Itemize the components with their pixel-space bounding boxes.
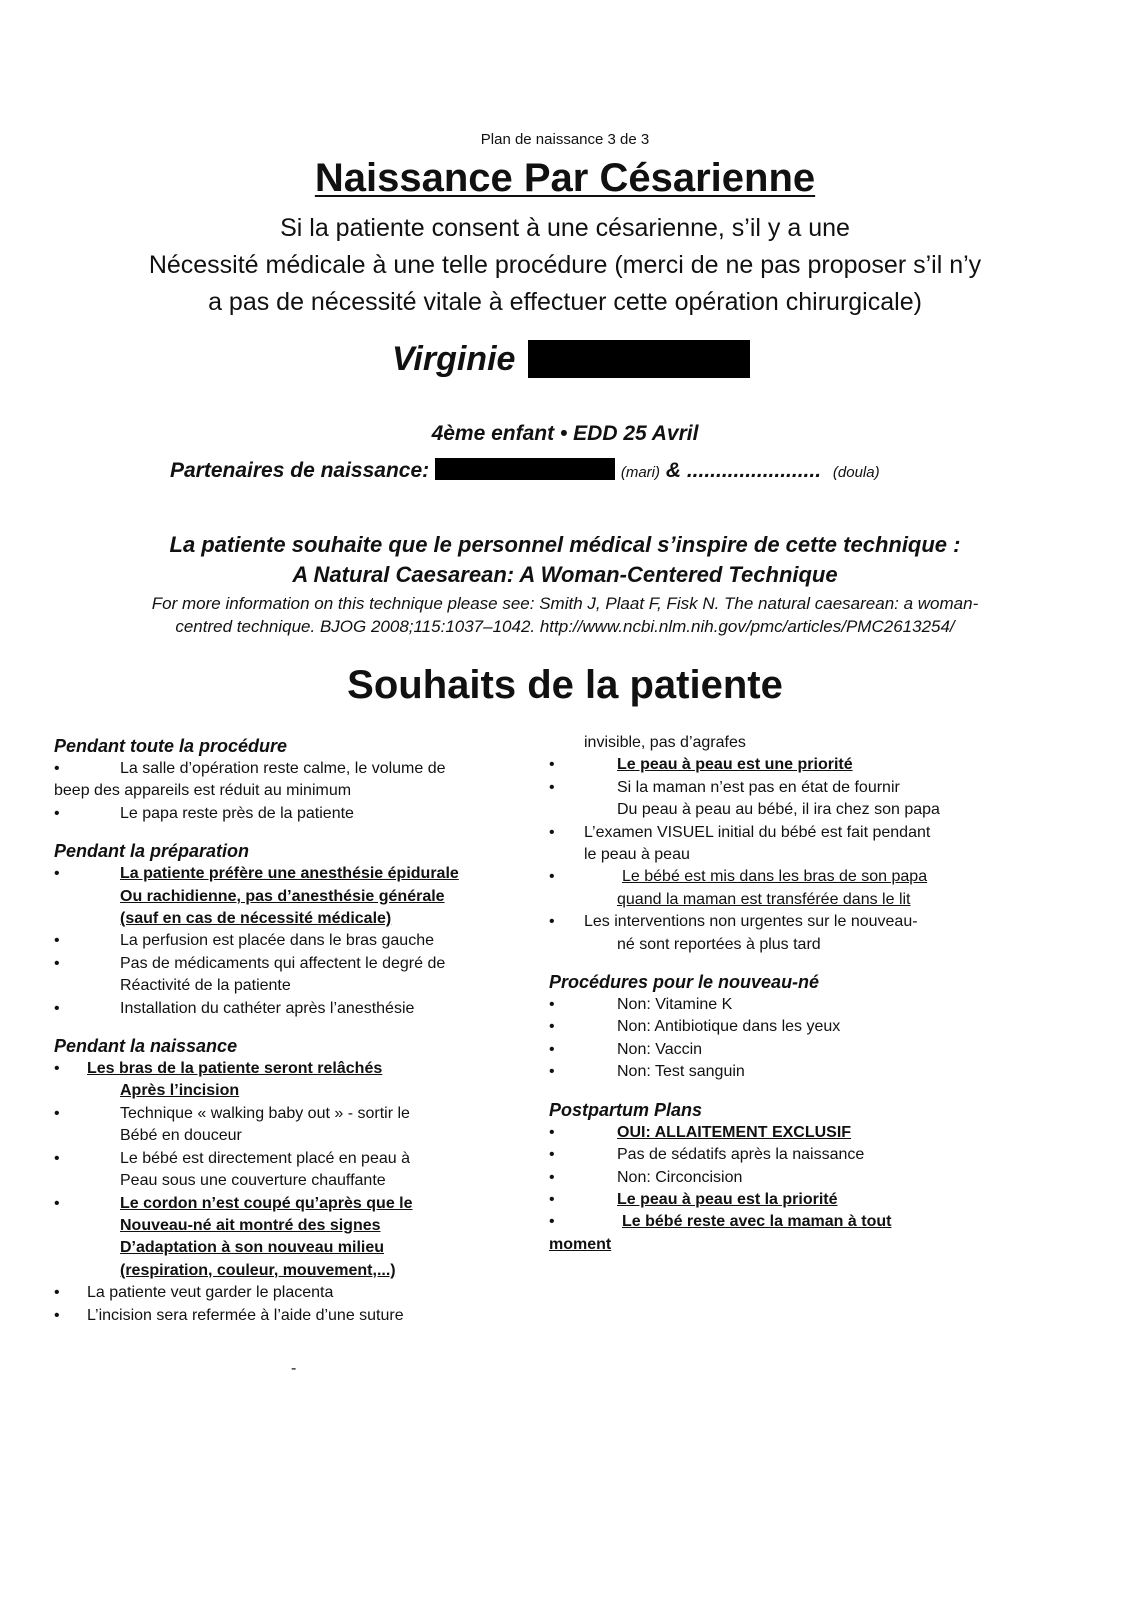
partner2-role: (doula) (832, 464, 880, 481)
list-item-arms (54, 1058, 534, 1103)
bullet: • (549, 1146, 555, 1164)
item-text: Non: Test sanguin (617, 1063, 745, 1081)
item-text: Nouveau-né ait montré des signes (120, 1216, 381, 1234)
technique-request (0, 530, 1130, 590)
item-text: La perfusion est placée dans le bras gauche (120, 932, 434, 950)
child-info: 4ème enfant • EDD 25 Avril (431, 422, 699, 445)
reference-line: For more information on this technique please see: Smith J, Plaat F, Fisk N. The natural caesarean: a woman- (151, 594, 979, 613)
bullet: • (549, 823, 555, 841)
bullet: • (54, 1284, 60, 1302)
item-text: Non: Vaccin (617, 1040, 703, 1058)
item-text: Le peau à peau est la priorité (617, 1190, 838, 1208)
bullet: • (549, 1190, 555, 1208)
list-item (549, 911, 1029, 956)
item-text: (sauf en cas de nécessité médicale) (120, 910, 392, 928)
intro-line: a pas de nécessité vitale à effectuer cette opération chirurgicale) (208, 288, 922, 316)
intro-paragraph (0, 210, 1130, 321)
list-item (54, 1148, 534, 1193)
bullet: • (54, 1149, 60, 1167)
bullet: • (54, 932, 60, 950)
partners-label: Partenaires de naissance: (170, 459, 430, 482)
item-text: Le bébé est mis dans les bras de son papa (622, 868, 928, 886)
section-title-newborn: Procédures pour le nouveau-né (549, 972, 820, 993)
item-text: Du peau à peau au bébé, il ira chez son papa (617, 801, 940, 819)
wishes-title: Souhaits de la patiente (347, 663, 783, 707)
bullet: • (549, 1213, 555, 1231)
item-text: Les bras de la patiente seront relâchés (87, 1060, 383, 1078)
list-item (549, 1144, 1029, 1166)
bullet: • (549, 1040, 555, 1058)
item-text: Les interventions non urgentes sur le nouveau- (584, 913, 918, 931)
list-item (549, 1167, 1029, 1189)
list-item (54, 1103, 534, 1148)
item-text: Technique « walking baby out » - sortir le (120, 1104, 410, 1122)
list-item-skin-priority (549, 754, 1029, 776)
item-continuation: moment (549, 1235, 612, 1253)
birth-partners (170, 458, 880, 483)
item-text: quand la maman est transférée dans le lit (617, 890, 911, 908)
list-item-anesthesia (54, 863, 534, 930)
bullet: • (549, 778, 555, 796)
intro-line: Si la patiente consent à une césarienne, s’il y a une (280, 214, 850, 242)
redacted-surname (528, 340, 750, 378)
section-title-preparation: Pendant la préparation (54, 841, 250, 862)
plan-page-indicator: Plan de naissance 3 de 3 (480, 131, 650, 148)
item-text: Installation du cathéter après l’anesthésie (120, 999, 415, 1017)
item-text: Si la maman n’est pas en état de fournir (617, 778, 900, 796)
item-continuation: beep des appareils est réduit au minimum (54, 782, 352, 800)
list-item-stay (549, 1211, 1029, 1233)
item-text: Réactivité de la patiente (120, 977, 291, 995)
item-text: le peau à peau (584, 846, 690, 864)
redacted-partner-name (435, 458, 615, 480)
partner1-role: (mari) (620, 464, 660, 481)
item-text: La patiente préfère une anesthésie épidurale (120, 865, 459, 883)
list-item (54, 803, 534, 825)
item-text: Pas de médicaments qui affectent le degré de (120, 954, 446, 972)
item-text: La patiente veut garder le placenta (87, 1284, 334, 1302)
list-item (549, 777, 1029, 822)
item-text: Non: Vitamine K (617, 996, 733, 1014)
item-text: (respiration, couleur, mouvement,...) (120, 1261, 396, 1279)
item-text: Le bébé est directement placé en peau à (120, 1149, 410, 1167)
bullet: • (54, 865, 60, 883)
item-text: Non: Circoncision (617, 1168, 743, 1186)
list-item-cord (54, 1193, 534, 1283)
section-title-procedure: Pendant toute la procédure (54, 736, 288, 756)
bullet: • (549, 756, 555, 774)
list-item-skin-postpartum (549, 1189, 1029, 1211)
partner2-blank: ....................... (686, 459, 822, 482)
patient-name: Virginie (392, 340, 516, 378)
bullet: • (549, 913, 555, 931)
item-text: Pas de sédatifs après la naissance (617, 1146, 865, 1164)
list-item-papa-arms (549, 866, 1029, 911)
list-item (54, 1282, 534, 1304)
bullet: • (54, 999, 60, 1017)
list-item (549, 822, 1029, 867)
list-item (549, 1016, 1029, 1038)
list-item (54, 998, 534, 1020)
list-item (549, 994, 1029, 1016)
bullet: • (549, 1168, 555, 1186)
item-text: Bébé en douceur (120, 1127, 242, 1145)
bullet: • (549, 996, 555, 1014)
left-column (54, 734, 534, 1327)
bullet: • (54, 804, 60, 822)
bullet: • (54, 954, 60, 972)
ampersand: & (665, 459, 681, 482)
item-text: L’examen VISUEL initial du bébé est fait pendant (584, 823, 931, 841)
bullet: • (54, 1104, 60, 1122)
bullet: • (54, 1306, 60, 1324)
bullet: • (54, 1060, 60, 1078)
bullet: • (549, 868, 555, 886)
bullet: • (549, 1018, 555, 1036)
section-title-birth: Pendant la naissance (54, 1036, 238, 1057)
reference-line: centred technique. BJOG 2008;115:1037–1042. http://www.ncbi.nlm.nih.gov/pmc/articles/PMC2613254/ (175, 617, 955, 636)
item-text: L’incision sera refermée à l’aide d’une suture (87, 1306, 404, 1324)
technique-reference (0, 592, 1130, 638)
item-text: Le papa reste près de la patiente (120, 804, 354, 822)
bullet: • (54, 1194, 60, 1212)
list-item (54, 1305, 534, 1327)
item-text: Le cordon n’est coupé qu’après que le (120, 1194, 413, 1212)
item-text: OUI: ALLAITEMENT EXCLUSIF (617, 1123, 852, 1141)
item-text: D’adaptation à son nouveau milieu (120, 1239, 385, 1257)
item-continuation: invisible, pas d’agrafes (584, 734, 746, 751)
section-title-postpartum: Postpartum Plans (549, 1099, 703, 1120)
item-text: Peau sous une couverture chauffante (120, 1172, 386, 1190)
item-text: Après l’incision (120, 1082, 240, 1100)
intro-line: Nécessité médicale à une telle procédure (merci de ne pas proposer s’il n’y (148, 251, 982, 279)
list-item (54, 758, 534, 780)
bullet: • (549, 1063, 555, 1081)
trailing-dash: - (291, 1360, 297, 1377)
item-text: Le peau à peau est une priorité (617, 756, 853, 774)
list-item (54, 930, 534, 952)
bullet: • (54, 760, 60, 777)
list-item-breastfeeding (549, 1122, 1029, 1144)
item-text: Non: Antibiotique dans les yeux (617, 1018, 841, 1036)
item-text: La salle d’opération reste calme, le volume de (120, 760, 446, 777)
item-text: Ou rachidienne, pas d’anesthésie générale (120, 887, 445, 905)
item-text: Le bébé reste avec la maman à tout (622, 1213, 892, 1231)
technique-name: A Natural Caesarean: A Woman-Centered Technique (292, 562, 838, 587)
right-column (549, 732, 1029, 1256)
list-item (549, 1039, 1029, 1061)
list-item (549, 1061, 1029, 1083)
technique-line: La patiente souhaite que le personnel médical s’inspire de cette technique : (169, 532, 961, 557)
page-title-text: Naissance Par Césarienne (314, 156, 816, 200)
bullet: • (549, 1123, 555, 1141)
list-item (54, 953, 534, 998)
page-title (0, 156, 1130, 201)
item-text: né sont reportées à plus tard (617, 935, 821, 953)
